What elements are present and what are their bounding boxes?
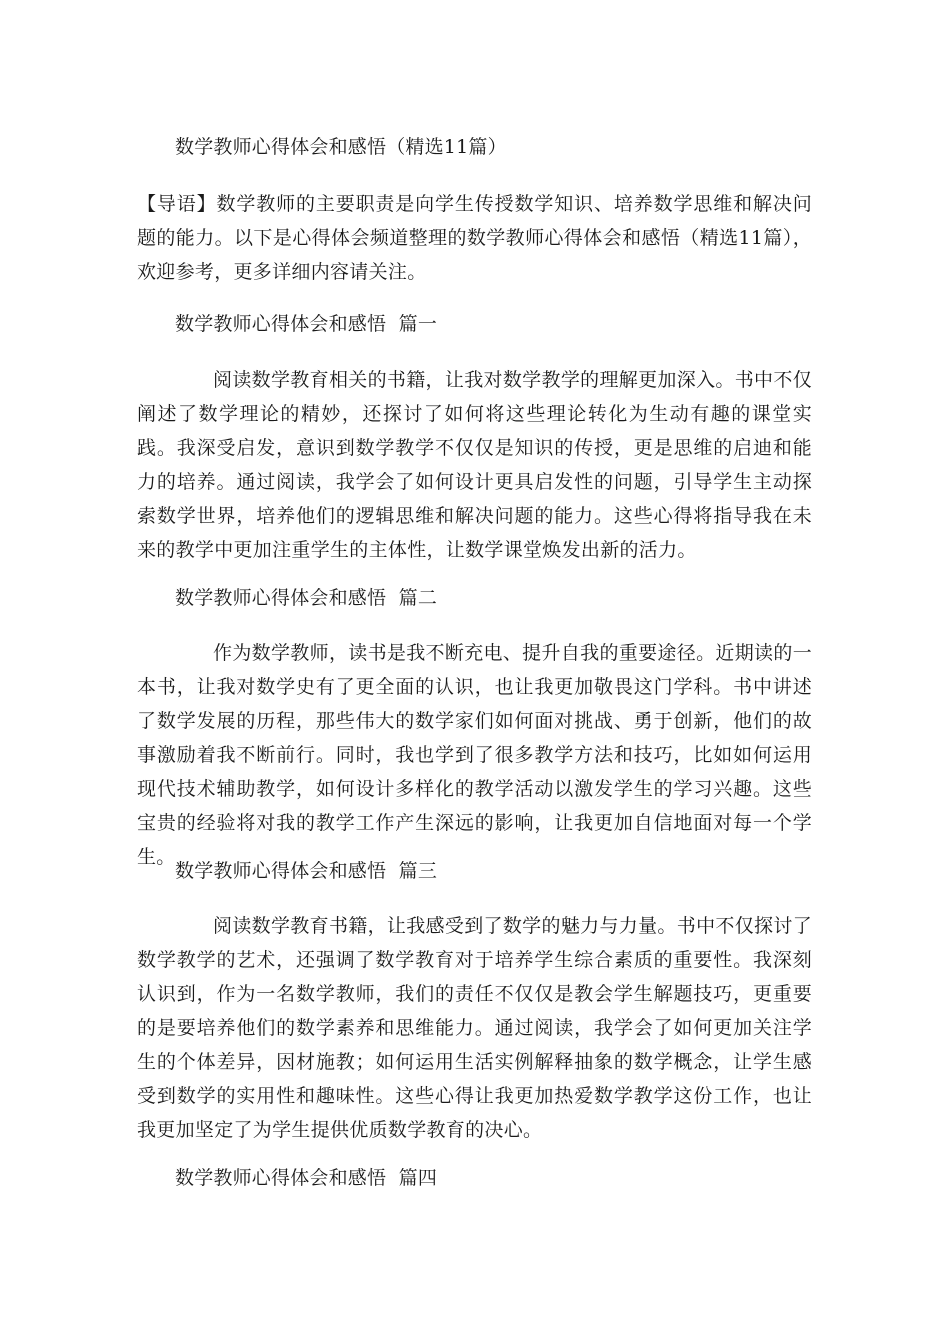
- intro-paragraph: 【导语】数学教师的主要职责是向学生传授数学知识、培养数学思维和解决问题的能力。以下是心得体会频道整理的数学教师心得体会和感悟（精选11篇），欢迎参考，更多详细内容请关注。: [137, 193, 812, 283]
- section-heading-3: 数学教师心得体会和感悟 篇三: [175, 860, 438, 882]
- section-heading-2: 数学教师心得体会和感悟 篇二: [175, 587, 438, 609]
- section-body-2: 作为数学教师，读书是我不断充电、提升自我的重要途径。近期读的一本书，让我对数学史有了更全面的认识，也让我更加敬畏这门学科。书中讲述了数学发展的历程，那些伟大的数学家们如何面对挑战、勇于创新，他们的故事激励着我不断前行。同时，我也学到了很多教学方法和技巧，比如如何运用现代技术辅助教学，如何设计多样化的教学活动以激发学生的学习兴趣。这些宝贵的经验将对我的教学工作产生深远的影响，让我更加自信地面对每一个学生。: [137, 642, 812, 868]
- section-heading-4: 数学教师心得体会和感悟 篇四: [175, 1167, 438, 1189]
- section-heading-1: 数学教师心得体会和感悟 篇一: [175, 313, 438, 335]
- section-body-3: 阅读数学教育书籍，让我感受到了数学的魅力与力量。书中不仅探讨了数学教学的艺术，还强调了数学教育对于培养学生综合素质的重要性。我深刻认识到，作为一名数学教师，我们的责任不仅仅是教会学生解题技巧，更重要的是要培养他们的数学素养和思维能力。通过阅读，我学会了如何更加关注学生的个体差异，因材施教；如何运用生活实例解释抽象的数学概念，让学生感受到数学的实用性和趣味性。这些心得让我更加热爱数学教学这份工作，也让我更加坚定了为学生提供优质数学教育的决心。: [137, 915, 812, 1141]
- document-title: 数学教师心得体会和感悟（精选11篇）: [175, 136, 507, 158]
- section-body-1: 阅读数学教育相关的书籍，让我对数学教学的理解更加深入。书中不仅阐述了数学理论的精妙，还探讨了如何将这些理论转化为生动有趣的课堂实践。我深受启发，意识到数学教学不仅仅是知识的传授，更是思维的启迪和能力的培养。通过阅读，我学会了如何设计更具启发性的问题，引导学生主动探索数学世界，培养他们的逻辑思维和解决问题的能力。这些心得将指导我在未来的教学中更加注重学生的主体性，让数学课堂焕发出新的活力。: [137, 369, 812, 561]
